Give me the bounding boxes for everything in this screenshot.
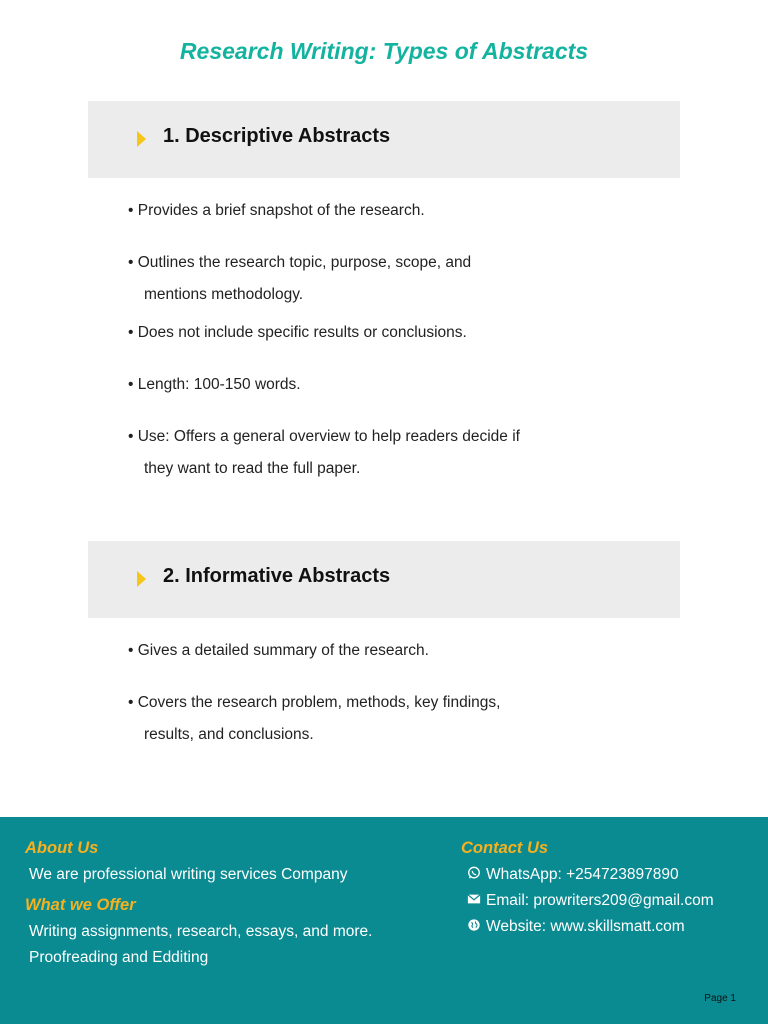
offer-line: Proofreading and Edditing [29,949,209,966]
globe-icon [466,918,482,932]
section-header-descriptive [88,101,680,178]
whatsapp-icon [466,866,482,880]
website-text: Website: www.skillsmatt.com [486,918,685,935]
offer-line: Writing assignments, research, essays, and more. [29,923,373,940]
email-contact[interactable] [466,892,714,910]
whatsapp-text: WhatsApp: +254723897890 [486,866,679,883]
list-item: • Use: Offers a general overview to help readers decide if they want to read the full paper. [128,428,520,477]
envelope-icon [466,892,482,906]
list-item: • Does not include specific results or conclusions. [128,324,467,341]
list-item: • Gives a detailed summary of the research. [128,642,429,659]
section-heading: 2. Informative Abstracts [163,565,391,587]
page-number: Page 1 [704,993,736,1004]
about-text: We are professional writing services Company [29,866,348,883]
email-text: Email: prowriters209@gmail.com [486,892,714,909]
contact-heading: Contact Us [461,839,549,857]
section-heading: 1. Descriptive Abstracts [163,125,391,147]
page-title: Research Writing: Types of Abstracts [179,38,589,64]
list-item: • Provides a brief snapshot of the research. [128,202,425,219]
section-header-informative [88,541,680,618]
footer [0,817,768,1024]
list-item: • Outlines the research topic, purpose, scope, and mentions methodology. [128,254,472,303]
caret-right-icon [137,571,146,587]
list-item: • Covers the research problem, methods, key findings, results, and conclusions. [128,694,501,743]
list-item: • Length: 100-150 words. [128,376,301,393]
website-contact[interactable] [466,918,685,936]
caret-right-icon [137,131,146,147]
offer-heading: What we Offer [25,896,136,914]
whatsapp-contact[interactable] [466,866,679,884]
about-heading: About Us [25,839,99,857]
